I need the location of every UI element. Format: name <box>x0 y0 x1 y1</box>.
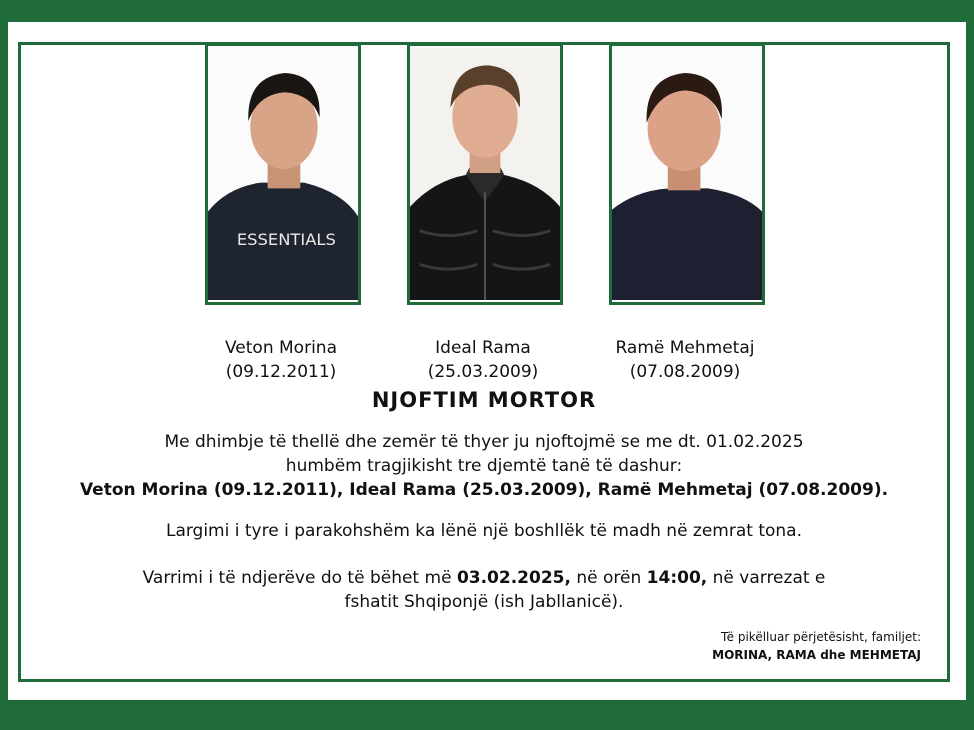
person-3-date: (07.08.2009) <box>629 362 741 382</box>
person-2-name: Ideal Rama <box>435 338 531 358</box>
shirt-text: ESSENTIALS <box>236 230 336 250</box>
loss-statement: Largimi i tyre i parakohshëm ka lënë një boshllëk të madh në zemrat tona. <box>165 521 803 541</box>
person-2-date: (25.03.2009) <box>427 362 539 382</box>
announcement-text <box>21 430 947 502</box>
obituary-inner-frame <box>18 42 950 682</box>
person-3-caption <box>585 336 785 384</box>
funeral-line-1 <box>21 566 947 590</box>
person-1-name: Veton Morina <box>225 338 337 358</box>
funeral-prefix: Varrimi i të ndjerëve do të bëhet më <box>142 568 457 588</box>
obituary-card <box>8 22 966 700</box>
photo-ideal-rama <box>407 43 563 305</box>
portrait-2-image <box>410 46 560 302</box>
funeral-suffix: në varrezat e <box>707 568 826 588</box>
announcement-line-1: Me dhimbje të thellë dhe zemër të thyer ju njoftojmë se me dt. 01.02.2025 <box>164 432 804 452</box>
photo-row <box>21 43 947 303</box>
announcement-line-2: humbëm tragjikisht tre djemtë tanë të dashur: <box>285 456 683 476</box>
signature-block <box>712 628 921 664</box>
funeral-details <box>21 566 947 614</box>
funeral-date: 03.02.2025, <box>456 568 571 588</box>
portrait-1-image <box>208 46 358 302</box>
funeral-mid: në orën <box>570 568 647 588</box>
page-title: NJOFTIM MORTOR <box>371 388 597 412</box>
person-3-name: Ramë Mehmetaj <box>615 338 755 358</box>
person-1-caption <box>181 336 381 384</box>
person-2-caption <box>383 336 583 384</box>
portrait-3-image <box>612 46 762 302</box>
photo-rame-mehmetaj <box>609 43 765 305</box>
signature-line: Të pikëlluar përjetësisht, familjet: <box>721 630 921 644</box>
signature-families: MORINA, RAMA dhe MEHMETAJ <box>712 648 921 662</box>
funeral-time: 14:00, <box>646 568 708 588</box>
photo-veton-morina <box>205 43 361 305</box>
person-1-date: (09.12.2011) <box>225 362 337 382</box>
announcement-names: Veton Morina (09.12.2011), Ideal Rama (25.03.2009), Ramë Mehmetaj (07.08.2009). <box>79 480 889 500</box>
funeral-line-2: fshatit Shqiponjë (ish Jabllanicë). <box>344 592 624 612</box>
